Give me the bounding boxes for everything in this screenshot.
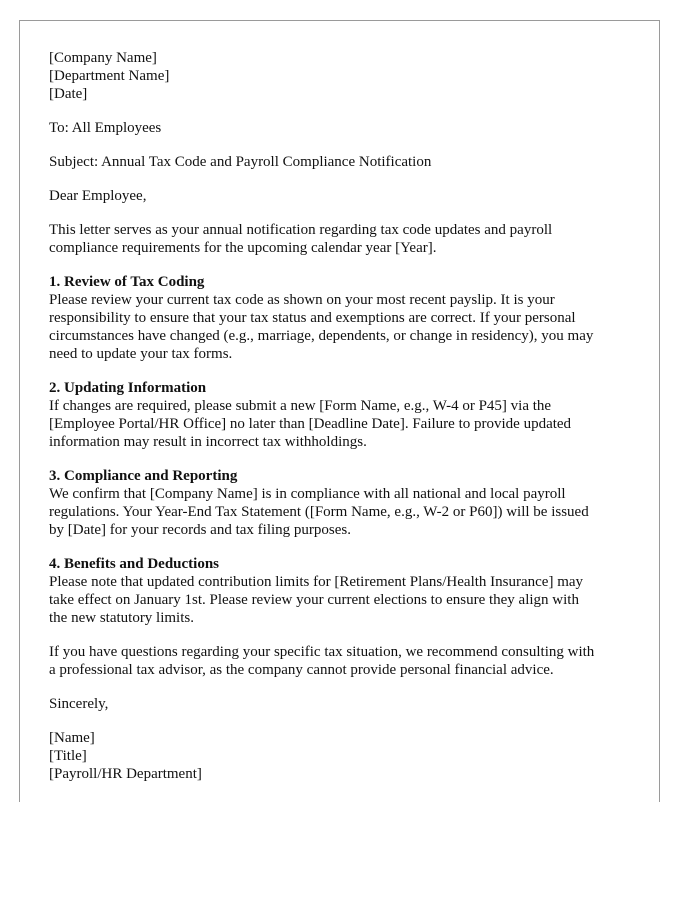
recipient: To: All Employees xyxy=(49,120,162,136)
letter-date: [Date] xyxy=(49,86,88,102)
section-review-tax-coding xyxy=(49,273,649,363)
section-line: responsibility to ensure that your tax status and exemptions are correct. If your personal xyxy=(49,310,576,326)
salutation-block xyxy=(49,187,649,205)
section-line: take effect on January 1st. Please review your current elections to ensure they align with xyxy=(49,592,579,608)
subject-line xyxy=(49,153,649,171)
intro-line: This letter serves as your annual notification regarding tax code updates and payroll xyxy=(49,222,553,238)
section-line: We confirm that [Company Name] is in compliance with all national and local payroll xyxy=(49,486,566,502)
closing-paragraph xyxy=(49,643,649,679)
signer-department: [Payroll/HR Department] xyxy=(49,766,202,782)
closing-line: If you have questions regarding your specific tax situation, we recommend consulting with xyxy=(49,644,595,660)
section-line: If changes are required, please submit a new [Form Name, e.g., W-4 or P45] via the xyxy=(49,398,552,414)
section-benefits-deductions xyxy=(49,555,649,627)
salutation: Dear Employee, xyxy=(49,188,147,204)
section-line: circumstances have changed (e.g., marriage, dependents, or change in residency), you may xyxy=(49,328,594,344)
section-updating-information xyxy=(49,379,649,451)
letter-body xyxy=(49,49,649,799)
letter-page xyxy=(19,20,660,802)
section-heading: 4. Benefits and Deductions xyxy=(49,556,220,572)
section-line: Please review your current tax code as shown on your most recent payslip. It is your xyxy=(49,292,555,308)
signer-name: [Name] xyxy=(49,730,95,746)
section-heading: 1. Review of Tax Coding xyxy=(49,274,205,290)
signer-title: [Title] xyxy=(49,748,87,764)
closing-line: a professional tax advisor, as the company cannot provide personal financial advice. xyxy=(49,662,554,678)
signoff: Sincerely, xyxy=(49,696,109,712)
section-compliance-reporting xyxy=(49,467,649,539)
company-name: [Company Name] xyxy=(49,50,157,66)
section-line: need to update your tax forms. xyxy=(49,346,233,362)
department-name: [Department Name] xyxy=(49,68,170,84)
section-heading: 3. Compliance and Reporting xyxy=(49,468,238,484)
letter-header xyxy=(49,49,649,103)
section-line: information may result in incorrect tax withholdings. xyxy=(49,434,367,450)
signoff-block xyxy=(49,695,649,713)
signature-block xyxy=(49,729,649,783)
intro-paragraph xyxy=(49,221,649,257)
section-line: regulations. Your Year-End Tax Statement ([Form Name, e.g., W-2 or P60]) will be issued xyxy=(49,504,589,520)
section-line: Please note that updated contribution limits for [Retirement Plans/Health Insurance] may xyxy=(49,574,584,590)
section-heading: 2. Updating Information xyxy=(49,380,207,396)
recipient-line xyxy=(49,119,649,137)
section-line: the new statutory limits. xyxy=(49,610,194,626)
subject: Subject: Annual Tax Code and Payroll Compliance Notification xyxy=(49,154,432,170)
intro-line: compliance requirements for the upcoming calendar year [Year]. xyxy=(49,240,437,256)
section-line: [Employee Portal/HR Office] no later than [Deadline Date]. Failure to provide updated xyxy=(49,416,572,432)
section-line: by [Date] for your records and tax filing purposes. xyxy=(49,522,351,538)
